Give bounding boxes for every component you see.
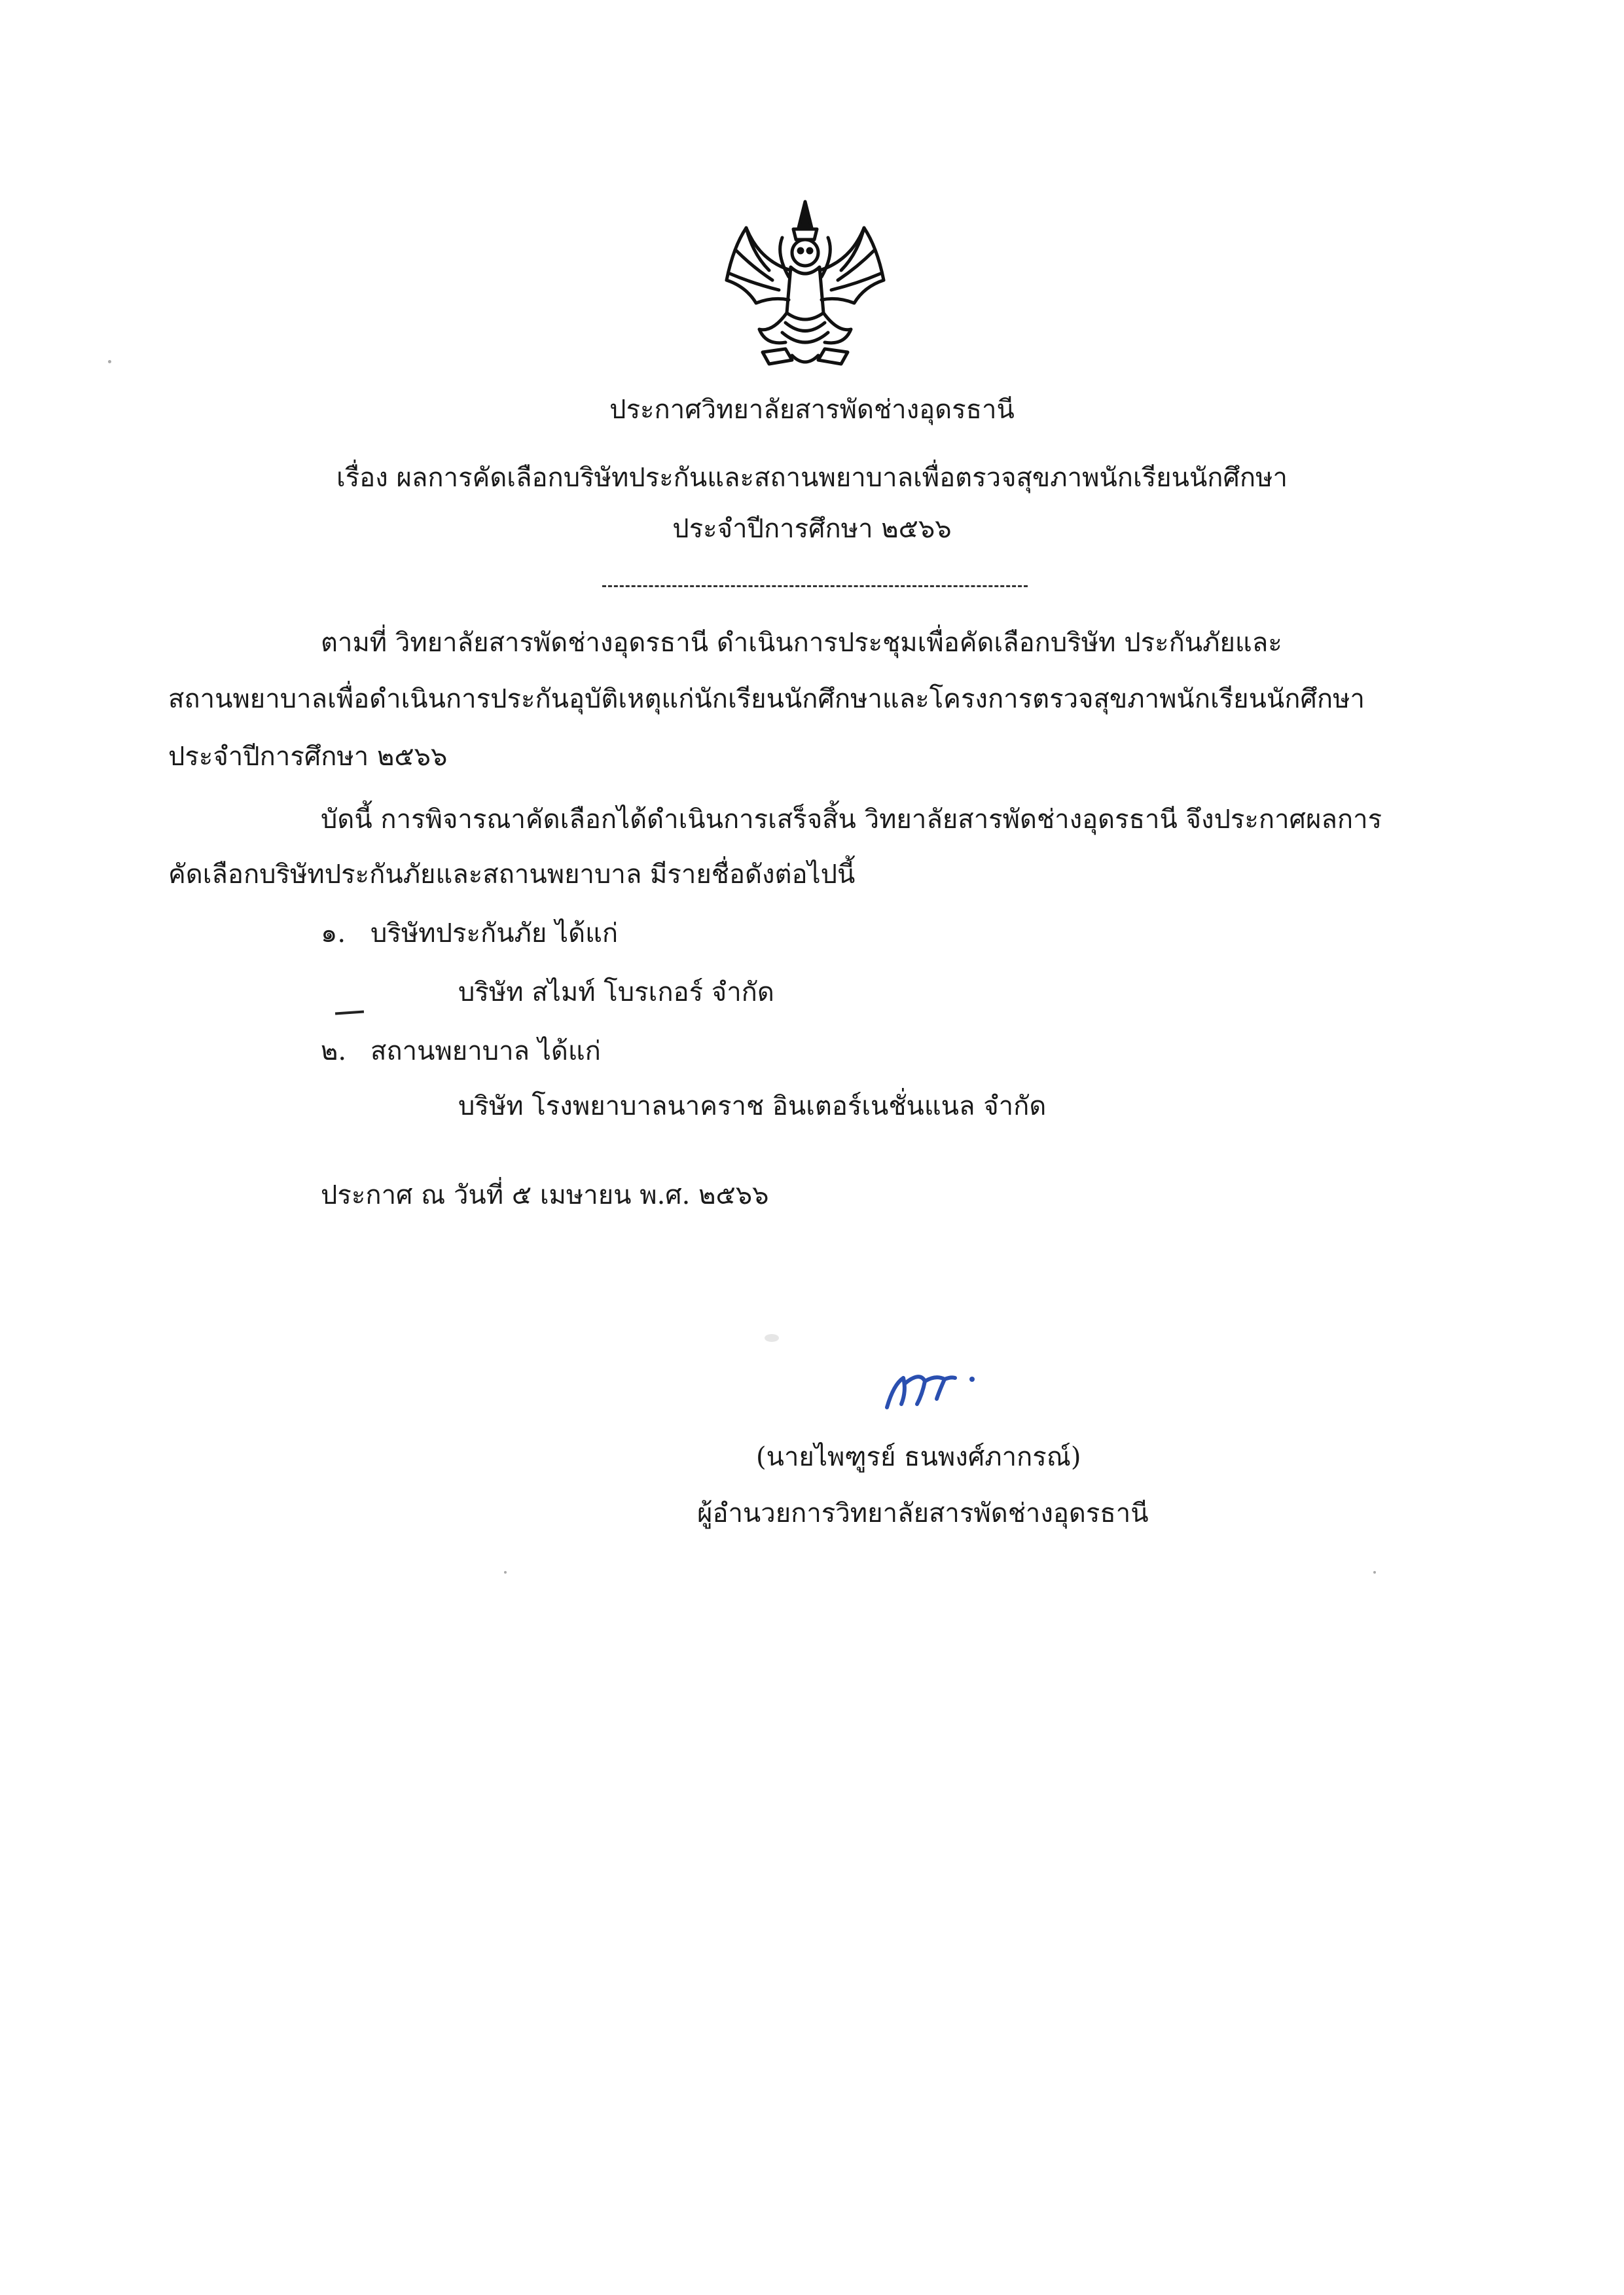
item-2-value: บริษัท โรงพยาบาลนาคราช อินเตอร์เนชั่นแนล จำกัด: [458, 1091, 1047, 1121]
paragraph-1-line-3: ประจำปีการศึกษา ๒๕๖๖: [168, 742, 448, 772]
handwritten-signature: [874, 1358, 1005, 1417]
item-1-label: บริษัทประกันภัย ได้แก่: [370, 918, 619, 949]
paragraph-1-line-2: สถานพยาบาลเพื่อดำเนินการประกันอุบัติเหตุแก่นักเรียนนักศึกษาและโครงการตรวจสุขภาพนักเรียนนักศึกษา: [168, 684, 1365, 714]
paragraph-2-line-1: บัดนี้ การพิจารณาคัดเลือกได้ดำเนินการเสร็จสิ้น วิทยาลัยสารพัดช่างอุดรธานี จึงประกาศผลการ: [321, 804, 1382, 835]
signatory-position: ผู้อำนวยการวิทยาลัยสารพัดช่างอุดรธานี: [697, 1498, 1149, 1528]
scan-speck: [765, 1334, 779, 1342]
item-1-number: ๑.: [321, 918, 346, 949]
stray-mark: [335, 1010, 364, 1015]
header-divider: [602, 585, 1028, 587]
signatory-name: (นายไพฑูรย์ ธนพงศ์ภากรณ์): [756, 1442, 1081, 1472]
item-2-number: ๒.: [321, 1036, 347, 1066]
item-2-label: สถานพยาบาล ได้แก่: [370, 1036, 601, 1066]
announcement-title: ประกาศวิทยาลัยสารพัดช่างอุดรธานี: [609, 395, 1015, 425]
paragraph-2-line-2: คัดเลือกบริษัทประกันภัยและสถานพยาบาล มีรายชื่อดังต่อไปนี้: [168, 859, 856, 890]
announcement-subject: เรื่อง ผลการคัดเลือกบริษัทประกันและสถานพยาบาลเพื่อตรวจสุขภาพนักเรียนนักศึกษา: [336, 463, 1288, 493]
academic-year-line: ประจำปีการศึกษา ๒๕๖๖: [672, 514, 952, 544]
scan-speck: [504, 1571, 507, 1574]
paragraph-1-line-1: ตามที่ วิทยาลัยสารพัดช่างอุดรธานี ดำเนินการประชุมเพื่อคัดเลือกบริษัท ประกันภัยและ: [321, 628, 1282, 658]
garuda-emblem-icon: [707, 189, 903, 385]
announce-date: ประกาศ ณ วันที่ ๕ เมษายน พ.ศ. ๒๕๖๖: [321, 1180, 769, 1210]
scan-speck: [1373, 1571, 1376, 1574]
scan-speck: [108, 360, 111, 363]
item-1-value: บริษัท สไมท์ โบรเกอร์ จำกัด: [458, 977, 774, 1007]
